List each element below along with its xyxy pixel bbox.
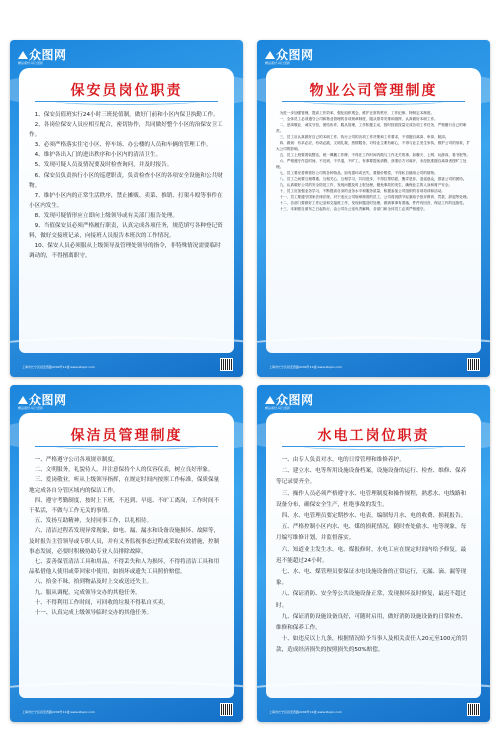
clause: 二、文明服务，礼貌待人，并注意保持个人的仪容仪表，树立良好形象。 xyxy=(34,467,214,474)
logo-mark-icon xyxy=(18,396,28,404)
logo-mark-icon xyxy=(265,396,275,404)
poster-card xyxy=(19,68,234,353)
clause: 十一、认真完成上级领导临时交办的其他任务。 xyxy=(34,610,153,617)
footer-address: 上海市长宁区延安西路2299号11楼 www.ztupic.com xyxy=(22,710,95,714)
poster-footer xyxy=(20,704,233,716)
poster-body xyxy=(29,455,224,618)
title-divider xyxy=(282,443,465,449)
clause: 十三、本制度自颁布之日起执行，由公司办公室负责解释，各部门和全体员工必须严格遵守。 xyxy=(279,207,427,211)
clause: 四、做到：有求必应，有诺必践，文明礼貌，热情服务，对待业主要有耐心，不得与业主发生争执，维护公司的形象，扩大公司的影响。 xyxy=(276,141,471,151)
clause: 9、当值保安员必须严格履行职责，认真完成各项任务，规范填写各种登记资料，做好交接班记录，向接班人员报告本班次的工作情况。 xyxy=(29,223,223,240)
brand-logo: 众图网 精品素材·每日更新 xyxy=(18,48,67,65)
poster-security-guard xyxy=(10,40,243,377)
clause: 七、妥善保管清洁工具和用品，不得丢失和人为损坏，不得将清洁工具和用品私借他人使用或带回家中使用，如损坏或遗失工具照价赔偿。 xyxy=(29,559,220,576)
poster-card xyxy=(19,413,234,698)
poster-property-management xyxy=(257,40,490,377)
clause: 2、各岗位保安人员应相互配合，密切协作，共同做好整个小区的治保安卫工作。 xyxy=(29,122,223,139)
poster-body xyxy=(276,455,471,657)
footer-address: 上海市长宁区延安西路2299号11楼 www.ztupic.com xyxy=(22,365,95,369)
clause: 一、严格遵守公司各项规章制度。 xyxy=(34,457,119,463)
brand-logo: 众图网 精品素材·每日更新 xyxy=(265,393,314,410)
clause: 三、操作人员必须严格遵守水、电管理制度和操作规程，熟悉水、电线路和设备分布，确保安全生产，杜绝事故的发生。 xyxy=(276,490,467,508)
clause: 7、维护小区内的正常生活秩序，禁止摊贩、卖菜、推销、打架斗殴等事件在小区内发生。 xyxy=(29,192,223,209)
poster-cleaner-management xyxy=(10,385,243,722)
clause: 四、水、电管理员要定期抄水、电表，编制每月水、电的收费、损耗报告。 xyxy=(281,513,467,520)
clause: 1、保安员值班实行24小时三班轮值制，做好门前和小区内保卫执勤工作。 xyxy=(34,112,219,118)
clause: 十、不得利用工作时间，可回收的垃圾不得私自买卖。 xyxy=(34,599,169,606)
clause: 八、保证消防、安全等公共设施设备正常，发现损坏及时修复，最迟不超过时。 xyxy=(276,591,467,609)
qr-code-icon xyxy=(467,703,480,716)
clause: 十、如违反以上九条，根据情况给予当事人及相关责任人20元至100元的罚款，造成经济损失的按照损失的50%赔偿。 xyxy=(276,636,468,654)
clause: 二、建立水、电等所用设施设备档案，设施设备的运行、检查、维修、保养等记录要齐全。 xyxy=(276,468,467,486)
title-divider xyxy=(35,443,218,449)
footer-address: 上海市长宁区延安西路2299号11楼 www.ztupic.com xyxy=(269,365,342,369)
clause: 十二、各部门要做好工作记录和交接班工作，发现问题及时处理，做到事事有着落，件件有回音，保证工作的连续性。 xyxy=(279,201,467,205)
clause: 10、保安人员必须服从上级领导及管理处领导的指令，非特殊情况需要临时调动的，不得擅离职守。 xyxy=(29,243,221,260)
brand-logo: 众图网 精品素材·每日更新 xyxy=(18,393,67,410)
clause: 三、爱岗敬业，听从上级领导指挥，在规定时间内按照工作标准，保质保量地完成各自分管区域内的保洁工作。 xyxy=(29,477,220,494)
clause: 八、员工之间要互相尊重，互相关心，互相学习，共同进步，不得拉帮结派，搬弄是非，造谣惑众，损害公司的团结。 xyxy=(279,177,467,181)
clause: 八、拾金不昧，拾到物品及时上交或送还失主。 xyxy=(34,579,153,586)
clause: 九、服从调配，完成领导交办的其他任务。 xyxy=(34,589,141,596)
clause: 六、清洁过程若发现异常现象，如电、漏、漏水和设备设施损坏、故障等，及时报告主管领导或专职人员，并有义务监视事态过程或采取有效措施，控制事态发展，必要时积极协助专业人员排除故障。 xyxy=(29,528,220,555)
clause: 一、全体员工必须遵守公司和物业管理的各项规章制度，服从领导安排和指挥，认真做好本职工作。 xyxy=(279,117,438,121)
logo-mark-icon xyxy=(265,51,275,59)
clause: 五、严格控制小区内水、电、煤的损耗情况，随时查处偷水、电等现象，每月编写维修计划，并监督落实。 xyxy=(276,524,467,542)
poster-electrician-duties xyxy=(257,385,490,722)
poster-footer xyxy=(20,359,233,371)
clause: 九、保证消防设施设备良好，可随时启用，做好消防设施设备的日常检查、维修和保养工作。 xyxy=(276,613,467,632)
clause: 4、维护各出入门的进出秩序和小区内的清洁卫生。 xyxy=(34,152,162,159)
poster-title: 物业公司管理制度 xyxy=(309,83,438,99)
qr-code-icon xyxy=(467,358,480,371)
footer-address: 上海市长宁区延安西路2299号11楼 www.ztupic.com xyxy=(269,710,342,714)
title-divider xyxy=(35,98,218,104)
clause: 二、爱岗敬业、诚实守信，团结协作，服从管理，工作积极主动，按时按质按量完成各项工作任务，严格履行自己的职责。 xyxy=(276,123,467,133)
clause: 九、认真做好公司的安全防范工作，发现问题及时上报处理，避免事故的发生，确保业主的人身和财产安全。 xyxy=(279,183,453,187)
clause: 一、由专人负责对水、电的日常管理和维修养护。 xyxy=(281,457,405,463)
logo-mark-icon xyxy=(18,51,28,59)
clause: 六、严格遵守作息时间，不迟到，不早退，不旷工，有事要提前请假，获准后方可离开，未经批准擅自离岗者按旷工处理。 xyxy=(276,159,467,169)
clause: 七、员工要妥善保管好公司的各种物品，如有损坏或丢失，要照价赔偿，不得私自挪用公司的财物。 xyxy=(279,171,438,175)
clause: 三、员工应认真做好自己的本职工作，执行公司的各项工作决策和工作要求，不得擅自离岗、串岗、脱岗。 xyxy=(279,135,449,139)
title-divider xyxy=(282,98,465,104)
clause: 六、知道业主发生水、电、煤报修时，水电工应在规定时间内给予修复，最迟不能超过24小时。 xyxy=(276,546,467,564)
clause: 五、发扬互助精神，支持同事工作，以礼相待。 xyxy=(34,518,153,525)
poster-card xyxy=(266,68,481,353)
poster-footer xyxy=(267,359,480,371)
clause: 七、水、电、煤管理员要保证水电设施设备的正常运行，无漏、滴、漏等现象。 xyxy=(276,569,467,587)
clause: 5、发现可疑人员及情况要及时检查询问，并及时报告。 xyxy=(34,162,173,169)
poster-title: 保洁员管理制度 xyxy=(70,428,183,444)
qr-code-icon xyxy=(220,358,233,371)
clause: 3、必须严格落实住宅小区、停车场、办公楼的人员和车辆的管理工作。 xyxy=(34,142,212,149)
clause: 6、保安员负责执行小区的巡逻职责，负责检查小区的各项安全设施和公共财物。 xyxy=(29,172,223,189)
qr-code-icon xyxy=(220,703,233,716)
poster-card xyxy=(266,413,481,698)
clause: 五、员工上班要着装整洁，统一佩戴工作牌，不得在工作时间内做与工作无关的事，如聊天、上网、玩游戏、看书报等。 xyxy=(279,153,471,157)
brand-logo: 众图网 精品素材·每日更新 xyxy=(265,48,314,65)
clause: 四、遵守考勤制度，按时上下班，不迟到、早退、不旷工离岗，工作时间不干私活，不做与工作无关的事情。 xyxy=(29,497,220,515)
poster-footer xyxy=(267,704,480,716)
clause: 十一、员工要遵守国家法律法规，对于违反公司规章制度的员工，公司将视情节轻重给予批评教育、罚款、辞退等处理。 xyxy=(279,195,471,199)
clause: 8、发现可疑情形应立即向上级领导或有关部门报告处理。 xyxy=(34,212,178,219)
poster-title: 保安员岗位职责 xyxy=(70,83,183,99)
clause: 为进一步加强管理，提高工作效率，强化组织观念，维护正常的秩序，工作纪律，特制定本制度。 xyxy=(279,111,435,115)
poster-body xyxy=(29,110,224,261)
clause: 十、员工应加强业务学习，不断提高自身的业务水平和服务质量，积极参加公司组织的各项培训和活动。 xyxy=(279,189,445,193)
poster-title: 水电工岗位职责 xyxy=(317,428,430,444)
poster-body xyxy=(276,110,471,212)
